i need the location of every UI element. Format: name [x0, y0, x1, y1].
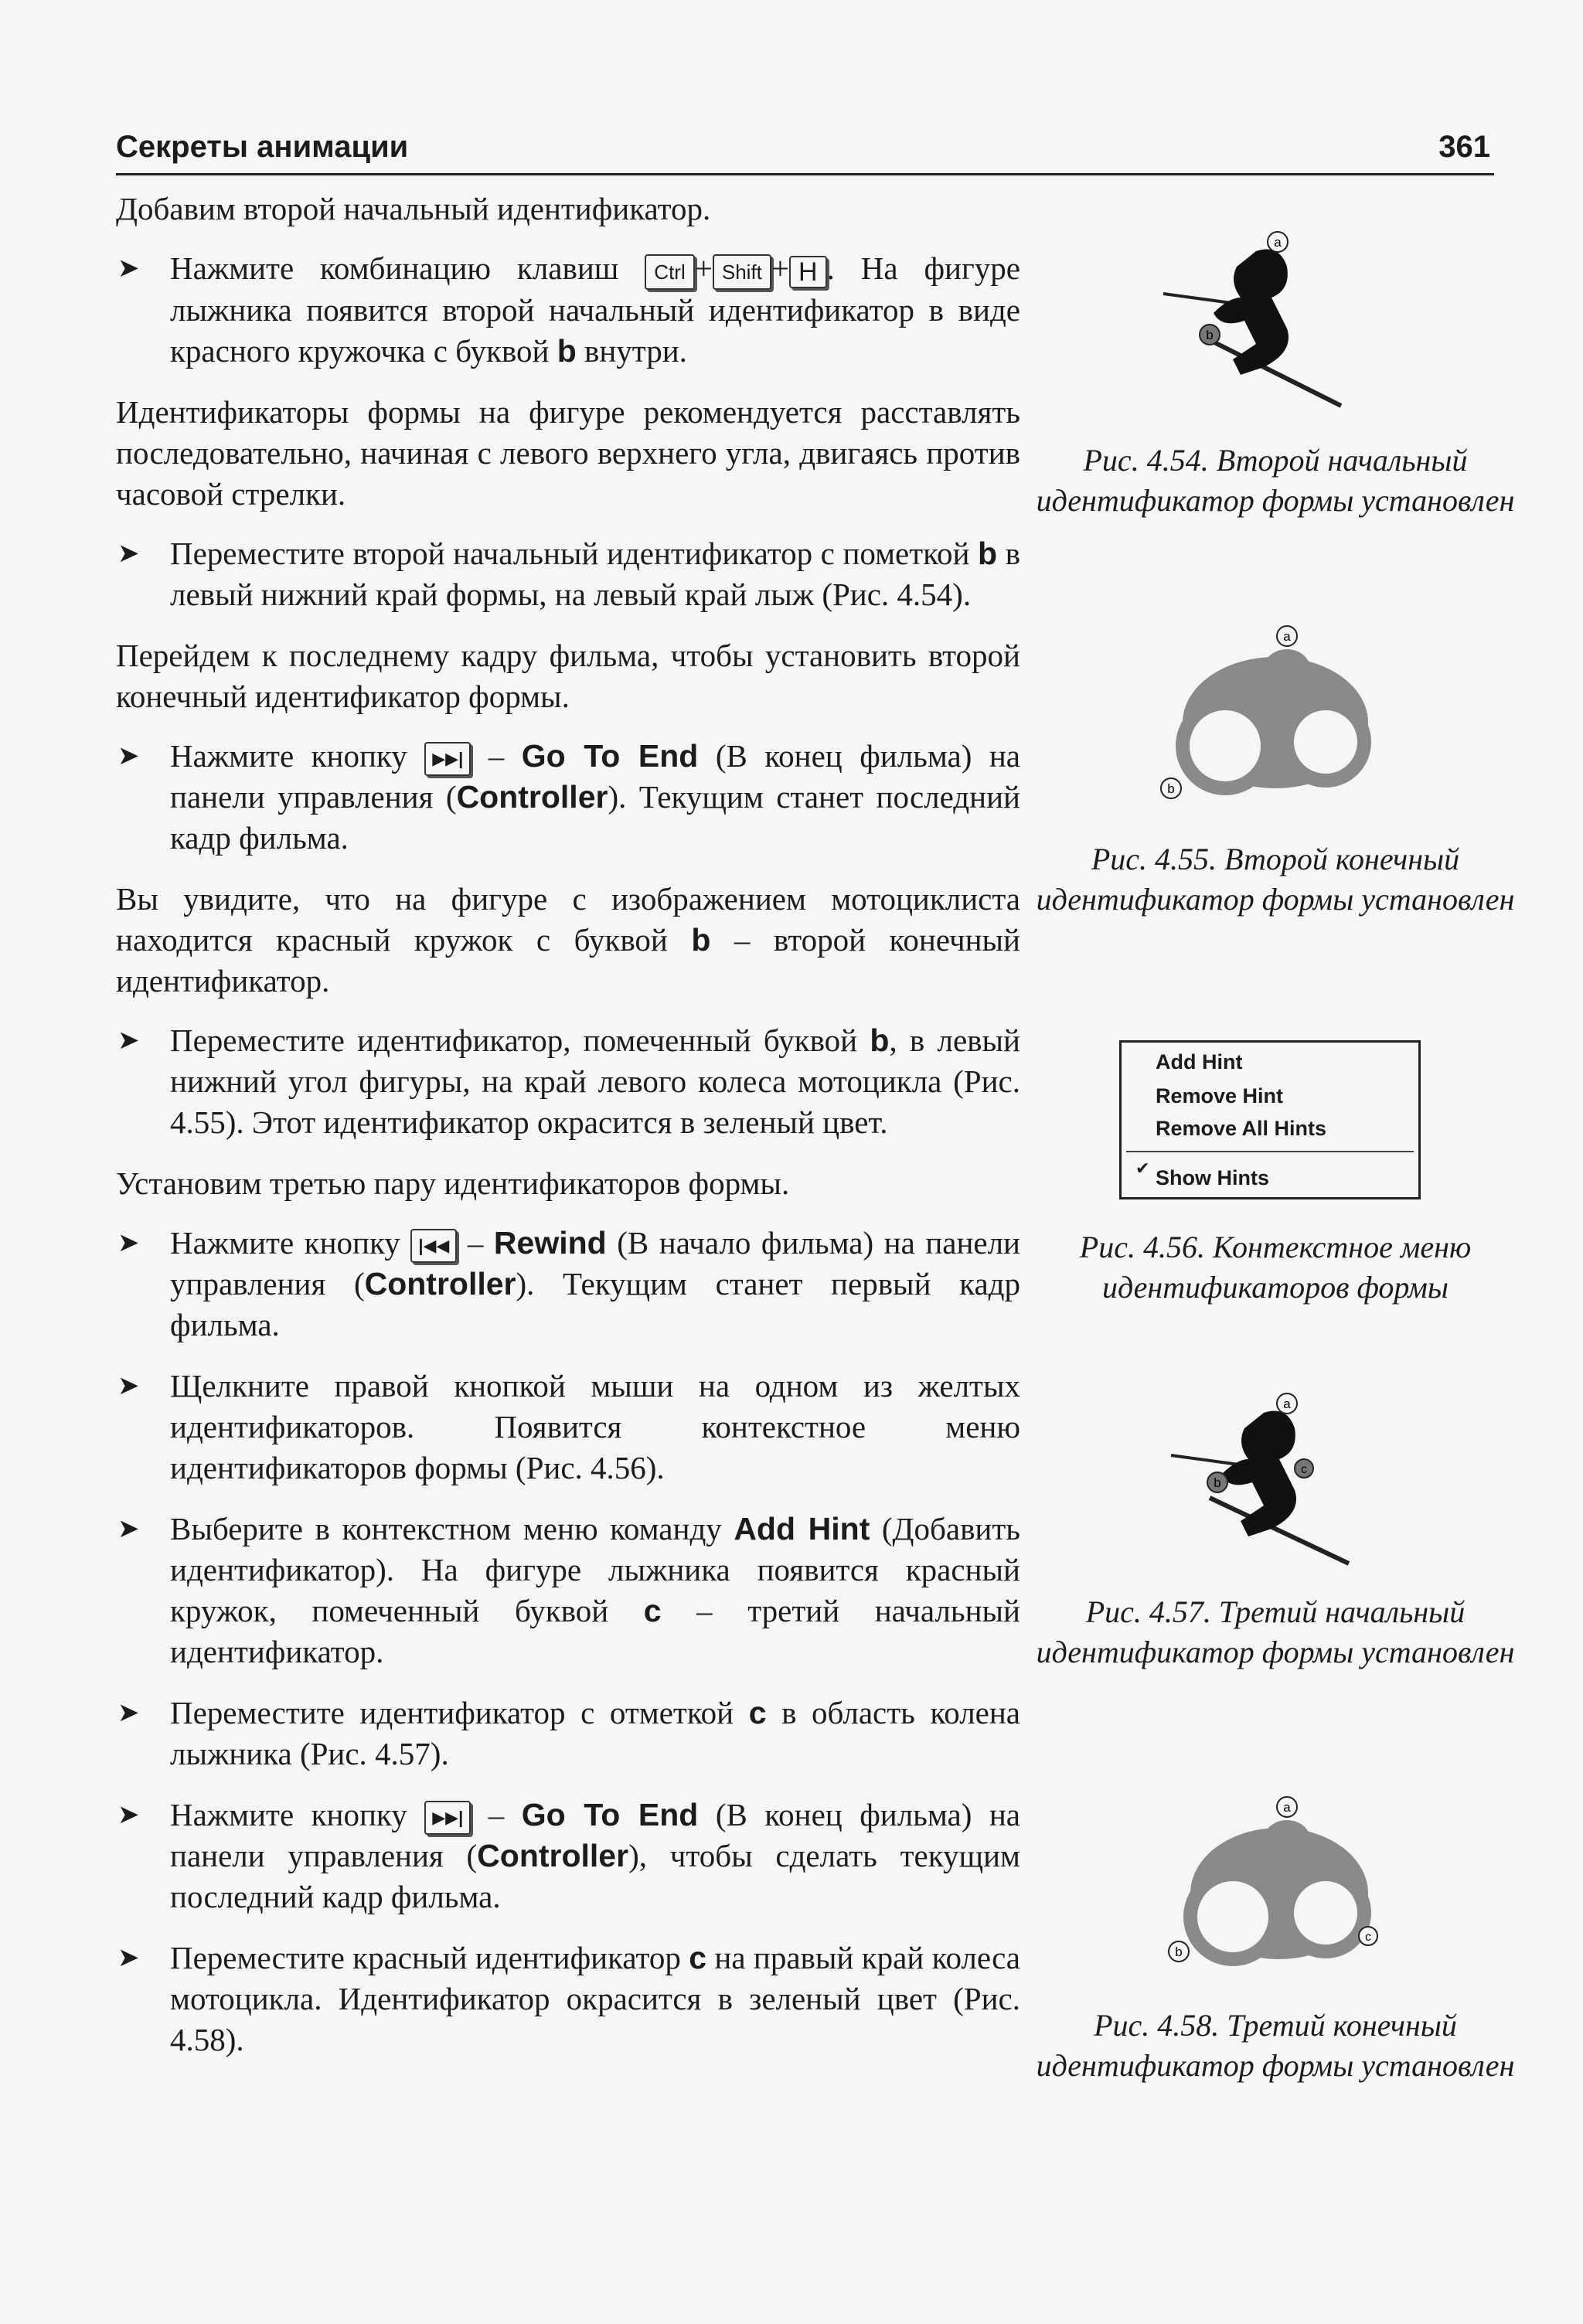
menu-item-remove-hint: Remove Hint [1156, 1084, 1284, 1108]
para-1: Добавим второй начальный идентификатор. [116, 191, 711, 226]
hint-label: c [1301, 1463, 1307, 1476]
hint-letter: c [643, 1592, 662, 1628]
h-key: H [789, 256, 827, 288]
step-text: . На фигуре лыжника появится второй начальный идентификатор в виде красного кружочка с буквой [170, 250, 1020, 369]
bullet-arrow-icon: ➤ [117, 1943, 140, 1972]
rider-head [1264, 1820, 1310, 1859]
step-2 [116, 533, 1020, 615]
skier-figure-454 [1156, 220, 1364, 413]
step-text: Переместите второй начальный идентификатор с пометкой [170, 535, 979, 571]
step-3: ➤ Нажмите кнопку ▶▶| – Go To End (В конец фильма) на панели управления (Controller). Текущим станет последний кадр фильма. [116, 736, 1020, 859]
shift-key: Shift [713, 254, 771, 290]
step-text: на правый край колеса мотоцикла. Идентификатор окрасится в зеленый цвет (Рис. 4.58). [170, 1939, 1020, 2057]
step-text: ). Текущим станет первый кадр фильма. [170, 1265, 1020, 1342]
step-text: , в левый нижний угол фигуры, на край левого колеса мотоцикла (Рис. 4.55). Этот идентификатор окрасится в зеленый цвет. [170, 1022, 1020, 1140]
para-4 [116, 879, 1020, 1002]
step-6 [116, 1366, 1020, 1489]
step-10 [116, 1938, 1020, 2060]
command-name: Go To End [521, 737, 699, 774]
step-9: ➤ Нажмите кнопку ▶▶| – Go To End (В конец фильма) на панели управления (Controller), чтобы сделать текущим последний кадр фильма. [116, 1795, 1020, 1917]
command-name: Controller [477, 1837, 629, 1873]
step-text: в левый нижний край формы, на левый край лыж (Рис. 4.54). [170, 535, 1021, 612]
hint-label: a [1283, 629, 1291, 644]
bullet-arrow-icon: ➤ [117, 1228, 140, 1257]
bullet-arrow-icon: ➤ [117, 1800, 140, 1829]
checkmark-icon: ✔ [1135, 1159, 1150, 1178]
step-text: Щелкните правой кнопкой мыши на одном из желтых идентификаторов. Появится контекстное меню идентификаторов формы (Рис. 4.56). [170, 1367, 1020, 1485]
hint-label: a [1283, 1800, 1291, 1815]
bullet-arrow-icon: ➤ [117, 1514, 140, 1543]
para-text: – второй конечный идентификатор. [116, 921, 1020, 999]
caption-fig-458: Рис. 4.58. Третий конечный идентификатор формы установлен [1036, 2008, 1515, 2083]
running-header-title: Секреты анимации [116, 130, 409, 164]
step-text: (В конец фильма) на панели управления ( [170, 1796, 1020, 1873]
hint-context-menu [1119, 1040, 1421, 1199]
hint-label: c [1365, 1931, 1371, 1944]
para-5: Установим третью пару идентификаторов формы. [116, 1165, 790, 1201]
step-7 [116, 1509, 1020, 1672]
skier-body [1214, 250, 1289, 376]
command-name: Controller [456, 778, 608, 815]
motorcyclist-figure-455 [1152, 614, 1384, 804]
header-rule [116, 173, 1494, 175]
page-number: 361 [1438, 130, 1490, 164]
rewind-icon: |◀◀ [410, 1229, 457, 1263]
step-text: в область колена лыжника (Рис. 4.57). [170, 1694, 1020, 1771]
rider-head [1264, 649, 1310, 688]
command-name: Controller [364, 1265, 516, 1302]
step-text: ). Текущим станет последний кадр фильма. [170, 778, 1020, 856]
caption-fig-457: Рис. 4.57. Третий начальный идентификатор формы установлен [1036, 1594, 1515, 1669]
skier-figure-457 [1163, 1382, 1372, 1571]
plus-sign: + [694, 250, 713, 286]
hint-letter: c [748, 1694, 767, 1730]
hint-label: a [1274, 235, 1282, 250]
bullet-arrow-icon: ➤ [117, 254, 140, 283]
step-text: Переместите идентификатор с отметкой [170, 1694, 749, 1730]
rear-wheel [1287, 1874, 1364, 1951]
go-to-end-icon: ▶▶| [424, 742, 471, 776]
hint-letter: b [978, 535, 998, 571]
caption-fig-456: Рис. 4.56. Контекстное меню идентификаторов формы [1079, 1230, 1472, 1305]
main-text [116, 189, 1020, 2081]
step-5: ➤ Нажмите кнопку |◀◀ – Rewind (В начало фильма) на панели управления (Controller). Текущим станет первый кадр фильма. [116, 1223, 1020, 1346]
plus-sign: + [771, 250, 790, 286]
menu-separator [1126, 1151, 1414, 1152]
hint-letter: b [691, 921, 711, 958]
step-text: (Добавить идентификатор). На фигуре лыжника появится красный кружок, помеченный буквой [170, 1510, 1020, 1628]
bullet-arrow-icon: ➤ [117, 1698, 140, 1727]
front-wheel [1183, 703, 1268, 788]
step-text: Переместите идентификатор, помеченный буквой [170, 1022, 870, 1058]
caption-fig-454: Рис. 4.54. Второй начальный идентификатор формы установлен [1036, 443, 1515, 518]
hint-letter: b [870, 1022, 890, 1058]
bullet-arrow-icon: ➤ [117, 1371, 140, 1400]
bullet-arrow-icon: ➤ [117, 741, 140, 771]
command-name: Rewind [493, 1224, 607, 1261]
motorcyclist-figure-458 [1159, 1785, 1391, 1975]
caption-fig-455: Рис. 4.55. Второй конечный идентификатор формы установлен [1036, 842, 1515, 917]
step-text: Нажмите комбинацию клавиш [170, 250, 645, 286]
step-4 [116, 1020, 1020, 1143]
menu-item-remove-all-hints: Remove All Hints [1156, 1117, 1327, 1140]
step-text: – третий начальный идентификатор. [170, 1592, 1020, 1669]
command-name: Add Hint [734, 1510, 870, 1546]
step-text: Нажмите кнопку [170, 737, 425, 774]
rear-wheel [1287, 703, 1364, 781]
step-8 [116, 1693, 1020, 1774]
menu-item-show-hints: Show Hints [1156, 1166, 1269, 1189]
hint-label: b [1206, 328, 1214, 342]
skier-body [1221, 1411, 1296, 1537]
step-1 [116, 248, 1020, 372]
hint-label: b [1175, 1945, 1183, 1959]
bullet-arrow-icon: ➤ [117, 1026, 140, 1055]
para-text: Вы увидите, что на фигуре с изображением мотоциклиста находится красный кружок с буквой [116, 880, 1020, 958]
step-text: (В начало фильма) на панели управления ( [170, 1224, 1020, 1302]
step-text: (В конец фильма) на панели управления ( [170, 737, 1020, 815]
step-text: Выберите в контекстном меню команду [170, 1510, 734, 1546]
hint-label: b [1167, 781, 1175, 796]
hint-letter: b [557, 332, 577, 369]
para-3: Перейдем к последнему кадру фильма, чтобы установить второй конечный идентификатор формы. [116, 637, 1020, 714]
front-wheel [1190, 1874, 1275, 1959]
step-text: ), чтобы сделать текущим последний кадр фильма. [170, 1837, 1020, 1914]
step-text: Нажмите кнопку [170, 1224, 411, 1261]
hint-label: a [1283, 1397, 1291, 1411]
step-text: Переместите красный идентификатор [170, 1939, 689, 1975]
command-name: Go To End [521, 1796, 699, 1832]
ctrl-key: Ctrl [645, 254, 694, 290]
menu-item-add-hint: Add Hint [1156, 1050, 1243, 1074]
step-text: внутри. [576, 332, 687, 369]
hint-letter: c [689, 1939, 707, 1975]
go-to-end-icon: ▶▶| [424, 1801, 471, 1835]
hint-label: b [1214, 1475, 1221, 1490]
step-text: Нажмите кнопку [170, 1796, 425, 1832]
para-2: Идентификаторы формы на фигуре рекомендуется расставлять последовательно, начиная с левого верхнего угла, двигаясь против часовой стрелки. [116, 393, 1020, 512]
bullet-arrow-icon: ➤ [117, 539, 140, 568]
